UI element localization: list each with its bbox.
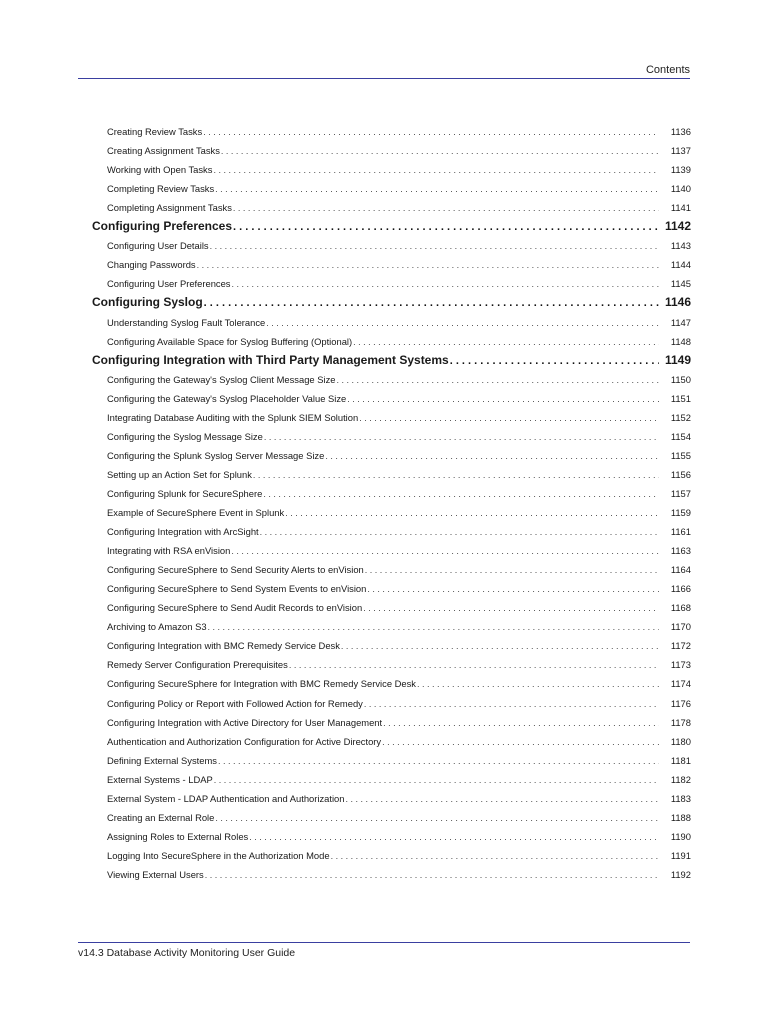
dot-leader <box>364 695 659 713</box>
toc-entry-page-number: 1182 <box>670 773 691 785</box>
toc-entry-title: Authentication and Authorization Configuration for Active Directory <box>107 735 382 747</box>
toc-entry-title: Integrating Database Auditing with the Splunk SIEM Solution <box>107 411 359 423</box>
toc-entry[interactable] <box>107 179 691 198</box>
toc-entry-title: Configuring SecureSphere for Integration with BMC Remedy Service Desk <box>107 678 416 690</box>
toc-entry-page-number: 1154 <box>670 430 691 442</box>
dot-leader <box>205 866 659 884</box>
dot-leader <box>263 485 659 503</box>
toc-entry[interactable] <box>107 408 691 427</box>
dot-leader <box>285 504 659 522</box>
toc-entry-page-number: 1159 <box>670 507 691 518</box>
dot-leader <box>347 390 659 408</box>
dot-leader <box>260 523 659 541</box>
toc-entry-page-number: 1176 <box>670 697 691 709</box>
toc-entry-page-number: 1173 <box>670 659 691 671</box>
dot-leader <box>382 733 659 751</box>
toc-entry-page-number: 1146 <box>664 295 691 310</box>
toc-entry-title: Configuring Integration with ArcSight <box>107 526 259 538</box>
toc-entry-title: Configuring SecureSphere to Send Security Alerts to enVision <box>107 564 364 576</box>
toc-entry[interactable] <box>107 198 691 217</box>
toc-entry-title: Configuring Integration with Active Directory for User Management <box>107 716 383 728</box>
toc-entry-page-number: 1164 <box>670 564 691 576</box>
dot-leader <box>204 294 659 312</box>
toc-entry-page-number: 1147 <box>670 316 691 328</box>
toc-entry-title: Integrating with RSA enVision <box>107 545 231 557</box>
toc-entry-title: Changing Passwords <box>107 259 196 271</box>
toc-entry-title: Logging Into SecureSphere in the Authorization Mode <box>107 849 330 861</box>
toc-entry-title: Configuring the Syslog Message Size <box>107 430 263 442</box>
toc-entry[interactable] <box>107 236 691 255</box>
toc-entry-title: Remedy Server Configuration Prerequisites <box>107 659 288 671</box>
toc-entry[interactable] <box>107 713 691 732</box>
toc-entry-title: Understanding Syslog Fault Tolerance <box>107 316 266 328</box>
toc-entry-page-number: 1142 <box>664 219 691 234</box>
toc-entry[interactable] <box>107 636 691 655</box>
toc-entry-page-number: 1151 <box>670 392 691 404</box>
toc-entry-page-number: 1141 <box>670 202 691 214</box>
toc-entry-title: Viewing External Users <box>107 868 204 880</box>
toc-entry-page-number: 1148 <box>670 335 691 347</box>
toc-section-entry[interactable] <box>92 351 691 370</box>
toc-entry-title: Assigning Roles to External Roles <box>107 830 249 842</box>
toc-entry[interactable] <box>107 827 691 846</box>
toc-entry-title: Configuring Integration with BMC Remedy Service Desk <box>107 640 340 652</box>
dot-leader <box>213 161 659 179</box>
toc-entry-title: Defining External Systems <box>107 754 217 766</box>
toc-entry[interactable] <box>107 370 691 389</box>
toc-entry[interactable] <box>107 484 691 503</box>
dot-leader <box>232 275 660 293</box>
dot-leader <box>450 352 659 370</box>
toc-entry-title: External Systems - LDAP <box>107 773 213 785</box>
toc-entry[interactable] <box>107 522 691 541</box>
dot-leader <box>331 847 659 865</box>
toc-entry[interactable] <box>107 694 691 713</box>
toc-entry[interactable] <box>107 560 691 579</box>
header-divider <box>78 78 690 79</box>
toc-entry[interactable] <box>107 160 691 179</box>
toc-entry-title: Configuring the Gateway's Syslog Placeholder Value Size <box>107 392 347 404</box>
toc-entry-title: Completing Assignment Tasks <box>107 202 232 214</box>
toc-entry-title: Configuring SecureSphere to Send System Events to enVision <box>107 583 367 595</box>
dot-leader <box>417 675 659 693</box>
dot-leader <box>249 828 659 846</box>
toc-entry-title: Creating an External Role <box>107 811 215 823</box>
toc-entry-title: Creating Review Tasks <box>107 126 203 137</box>
toc-entry-page-number: 1183 <box>670 792 691 804</box>
toc-entry-title: Configuring Available Space for Syslog Buffering (Optional) <box>107 335 353 347</box>
dot-leader <box>359 409 659 427</box>
toc-entry-title: External System - LDAP Authentication and Authorization <box>107 792 345 804</box>
toc-entry[interactable] <box>107 446 691 465</box>
toc-entry-title: Configuring the Gateway's Syslog Client Message Size <box>107 373 336 385</box>
dot-leader <box>383 714 659 732</box>
toc-section-entry[interactable] <box>92 217 691 236</box>
dot-leader <box>341 637 659 655</box>
toc-entry[interactable] <box>107 579 691 598</box>
toc-entry-title: Configuring User Details <box>107 240 209 252</box>
dot-leader <box>365 561 659 579</box>
toc-section-entry[interactable] <box>92 293 691 312</box>
dot-leader <box>289 656 659 674</box>
toc-entry-title: Configuring Syslog <box>92 295 203 310</box>
dot-leader <box>233 218 659 236</box>
toc-entry[interactable] <box>107 332 691 351</box>
toc-entry-page-number: 1136 <box>670 126 691 137</box>
toc-entry-page-number: 1156 <box>670 468 691 480</box>
toc-entry-page-number: 1139 <box>670 164 691 176</box>
toc-entry-page-number: 1180 <box>670 735 691 747</box>
toc-entry[interactable] <box>107 427 691 446</box>
toc-entry-title: Creating Assignment Tasks <box>107 145 220 157</box>
dot-leader <box>345 790 659 808</box>
toc-entry-page-number: 1145 <box>670 278 691 290</box>
toc-entry-page-number: 1152 <box>670 411 691 423</box>
toc-entry[interactable] <box>107 789 691 808</box>
dot-leader <box>266 314 659 332</box>
toc-entry-title: Configuring Policy or Report with Followed Action for Remedy <box>107 697 363 709</box>
toc-entry-title: Configuring SecureSphere to Send Audit Records to enVision <box>107 602 363 614</box>
toc-entry-page-number: 1168 <box>670 602 691 614</box>
dot-leader <box>367 580 659 598</box>
toc-entry-page-number: 1181 <box>670 754 691 766</box>
dot-leader <box>336 371 659 389</box>
dot-leader <box>197 256 659 274</box>
dot-leader <box>215 180 659 198</box>
toc-entry[interactable] <box>107 770 691 789</box>
dot-leader <box>231 542 659 560</box>
toc-entry-page-number: 1166 <box>670 583 691 595</box>
dot-leader <box>215 809 659 827</box>
dot-leader <box>264 428 659 446</box>
toc-entry[interactable] <box>107 865 691 884</box>
toc-entry[interactable] <box>107 465 691 484</box>
dot-leader <box>353 333 659 351</box>
toc-entry-page-number: 1170 <box>670 621 691 633</box>
toc-entry[interactable] <box>107 846 691 865</box>
toc-entry-page-number: 1190 <box>670 830 691 842</box>
toc-entry-page-number: 1150 <box>670 373 691 385</box>
toc-entry-page-number: 1144 <box>670 259 691 271</box>
toc-entry[interactable] <box>107 808 691 827</box>
toc-entry-page-number: 1163 <box>670 545 691 557</box>
dot-leader <box>363 599 659 617</box>
toc-entry-page-number: 1137 <box>670 145 691 157</box>
toc-entry-title: Configuring User Preferences <box>107 278 231 290</box>
toc-entry-title: Configuring Splunk for SecureSphere <box>107 487 263 499</box>
running-footer: v14.3 Database Activity Monitoring User Guide <box>78 947 296 959</box>
running-header: Contents <box>645 64 690 76</box>
toc-entry-page-number: 1155 <box>670 449 691 461</box>
footer-divider <box>78 942 690 943</box>
toc-entry-title: Configuring the Splunk Syslog Server Message Size <box>107 449 325 461</box>
toc-entry-page-number: 1178 <box>670 716 691 728</box>
toc-entry-title: Example of SecureSphere Event in Splunk <box>107 507 285 518</box>
toc-entry-title: Archiving to Amazon S3 <box>107 621 207 633</box>
toc-entry-page-number: 1191 <box>670 849 691 861</box>
toc-entry-page-number: 1188 <box>670 811 691 823</box>
toc-entry-title: Working with Open Tasks <box>107 164 213 176</box>
toc-entry[interactable] <box>107 503 691 522</box>
toc-entry[interactable] <box>107 617 691 636</box>
toc-entry-title: Configuring Integration with Third Party Management Systems <box>92 352 449 367</box>
toc-entry[interactable] <box>107 655 691 674</box>
dot-leader <box>203 123 659 141</box>
toc-entry-title: Configuring Preferences <box>92 219 233 234</box>
toc-entry[interactable] <box>107 598 691 617</box>
toc-entry[interactable] <box>107 274 691 293</box>
toc-entry-page-number: 1192 <box>670 868 691 880</box>
toc-entry-page-number: 1174 <box>670 678 691 690</box>
toc-entry-page-number: 1161 <box>670 526 691 538</box>
toc-entry[interactable] <box>107 141 691 160</box>
toc-entry[interactable] <box>107 732 691 751</box>
dot-leader <box>208 618 659 636</box>
toc-entry-title: Completing Review Tasks <box>107 183 215 195</box>
toc-entry[interactable] <box>107 674 691 693</box>
dot-leader <box>210 237 659 255</box>
dot-leader <box>233 199 659 217</box>
dot-leader <box>253 466 659 484</box>
dot-leader <box>214 771 659 789</box>
toc-entry[interactable] <box>107 313 691 332</box>
toc-entry[interactable] <box>107 751 691 770</box>
toc-entry[interactable] <box>107 255 691 274</box>
dot-leader <box>221 142 659 160</box>
toc-entry-page-number: 1172 <box>670 640 691 652</box>
toc-entry-title: Setting up an Action Set for Splunk <box>107 468 252 480</box>
toc-entry-page-number: 1143 <box>670 240 691 252</box>
toc-entry[interactable] <box>107 389 691 408</box>
toc-entry-page-number: 1140 <box>670 183 691 195</box>
dot-leader <box>218 752 659 770</box>
toc-entry-page-number: 1157 <box>670 487 691 499</box>
toc-entry[interactable] <box>107 122 691 141</box>
dot-leader <box>325 447 659 465</box>
toc-entry-page-number: 1149 <box>664 352 691 367</box>
toc-entry[interactable] <box>107 541 691 560</box>
